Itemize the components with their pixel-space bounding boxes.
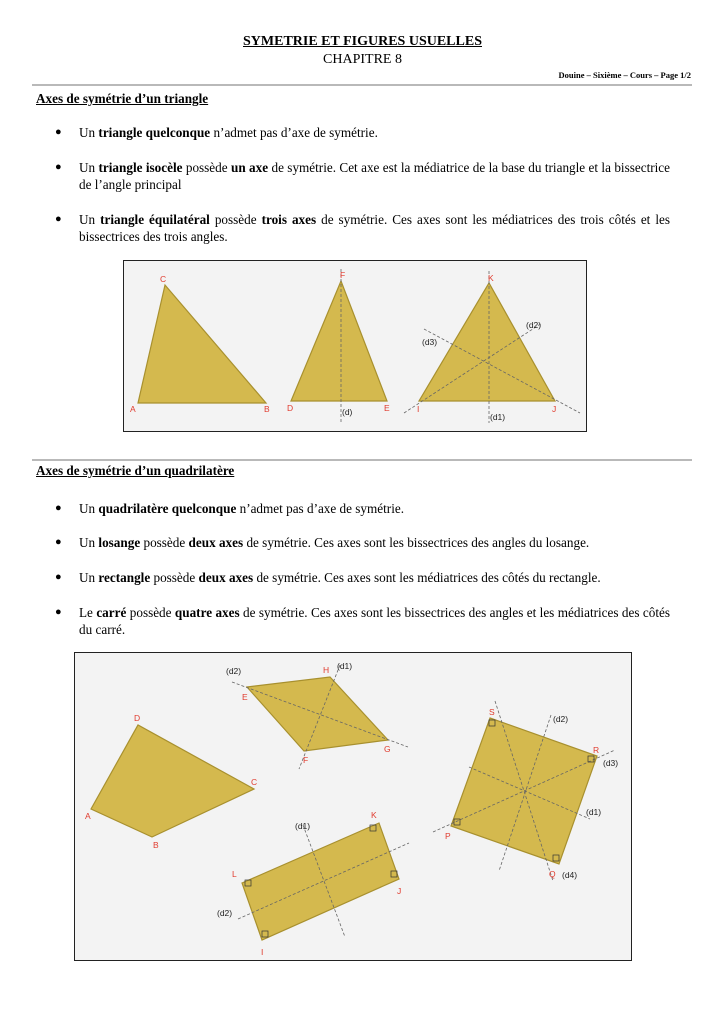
label-Q: Q <box>549 869 556 879</box>
label-G: G <box>384 744 391 754</box>
label-K: K <box>488 273 494 283</box>
label-sq-d1: (d1) <box>586 807 602 817</box>
section-heading-triangles: Axes de symétrie d’un triangle <box>36 91 209 106</box>
label-D: D <box>287 403 294 413</box>
list-item: ● Le carré possède quatre axes de symétrie. Ces axes sont les bissectrices des angles et les médiatrices des côtés du carré. <box>55 605 670 637</box>
label-d1: (d1) <box>490 412 506 422</box>
label-F: F <box>340 270 346 280</box>
bullet-icon: ● <box>55 502 62 514</box>
label-H: H <box>323 665 330 675</box>
label-B: B <box>264 404 270 414</box>
label-E: E <box>242 692 248 702</box>
triangles-figure <box>123 260 587 432</box>
label-C: C <box>160 274 167 284</box>
label-J: J <box>552 404 557 414</box>
label-L: L <box>232 869 237 879</box>
label-lz-d2: (d2) <box>226 666 242 676</box>
page-title: SYMETRIE ET FIGURES USUELLES <box>243 34 482 49</box>
bullet-icon: ● <box>55 126 62 138</box>
label-sq-d2: (d2) <box>553 714 569 724</box>
page-meta: Douine – Sixième – Cours – Page 1/2 <box>558 70 691 80</box>
list-item: ● Un triangle quelconque n’admet pas d’axe de symétrie. <box>55 125 378 140</box>
bullet-icon: ● <box>55 606 62 618</box>
label-J: J <box>397 886 402 896</box>
bullet-icon: ● <box>55 213 62 225</box>
generic-quadrilateral <box>91 725 254 837</box>
label-K: K <box>371 810 377 820</box>
list-item: ● Un rectangle possède deux axes de symétrie. Ces axes sont les médiatrices des côtés du rectangle. <box>55 570 601 585</box>
label-rc-d2: (d2) <box>217 908 233 918</box>
label-d3: (d3) <box>422 337 438 347</box>
section-heading-quadrilaterals: Axes de symétrie d’un quadrilatère <box>36 463 235 478</box>
bullet-icon: ● <box>55 571 62 583</box>
label-E: E <box>384 403 390 413</box>
label-D: D <box>134 713 141 723</box>
label-sq-d4: (d4) <box>562 870 578 880</box>
list-item: ● Un quadrilatère quelconque n’admet pas d’axe de symétrie. <box>55 501 405 516</box>
label-d2: (d2) <box>526 320 542 330</box>
label-lz-d1: (d1) <box>337 661 353 671</box>
label-sq-d3: (d3) <box>603 758 619 768</box>
rectangle <box>242 823 402 940</box>
divider <box>32 459 692 461</box>
label-A: A <box>85 811 91 821</box>
label-B: B <box>153 840 159 850</box>
list-item: ● Un triangle équilatéral possède trois axes de symétrie. Ces axes sont les médiatrices des trois côtés et les bissectrices des trois angles. <box>55 212 670 244</box>
label-R: R <box>593 745 600 755</box>
label-C: C <box>251 777 258 787</box>
label-F: F <box>303 755 309 765</box>
list-item: ● Un losange possède deux axes de symétrie. Ces axes sont les bissectrices des angles du losange. <box>55 535 590 550</box>
label-I: I <box>261 947 264 957</box>
label-A: A <box>130 404 136 414</box>
label-I: I <box>417 404 420 414</box>
isosceles-triangle <box>291 281 387 401</box>
list-item: ● Un triangle isocèle possède un axe de symétrie. Cet axe est la médiatrice de la base du triangle et la bissectrice de l’angle principal <box>55 160 670 192</box>
label-P: P <box>445 831 451 841</box>
bullet-icon: ● <box>55 161 62 173</box>
equilateral-triangle <box>419 283 555 401</box>
chapter-title: CHAPITRE 8 <box>323 52 402 67</box>
scalene-triangle <box>138 285 266 403</box>
label-S: S <box>489 707 495 717</box>
divider <box>32 84 692 86</box>
label-d: (d) <box>342 407 353 417</box>
bullet-icon: ● <box>55 536 62 548</box>
label-rc-d1: (d1) <box>295 821 311 831</box>
quadrilaterals-figure <box>74 652 632 961</box>
